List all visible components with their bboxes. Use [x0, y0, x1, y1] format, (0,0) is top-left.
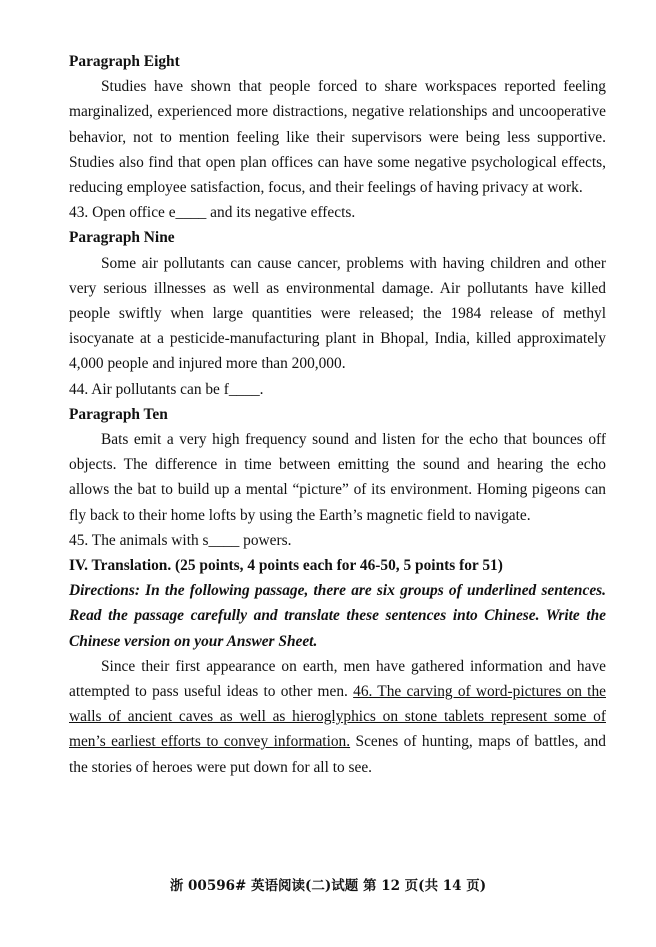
passage-intro: Since their first appearance on earth, men have gathered information and have attempted to pass useful ideas to other men.: [69, 657, 606, 701]
question-43: 43. Open office e____ and its negative effects.: [69, 204, 356, 222]
paragraph-eight-text: Studies have shown that people forced to share workspaces reported feeling marginalized, experienced more distractions, negative relationships and uncooperative behavior, not to mention feeling like their supervisors were being less supportive. Studies also find that open plan offices can have some negative psychological effects, reducing employee satisfaction, focus, and their feelings of having privacy at work.: [69, 78, 606, 197]
translation-passage: [69, 654, 606, 780]
paragraph-ten-text: Bats emit a very high frequency sound and listen for the echo that bounces off objects. The difference in time between emitting the sound and hearing the echo allows the bat to build up a mental “picture” of its environment. Homing pigeons can fly back to their home lofts by using the Earth’s magnetic field to navigate.: [69, 431, 606, 524]
underlined-sentence-46: 46. The carving of word-pictures on the walls of ancient caves as well as hieroglyphics on stone tablets represent some of men’s earliest efforts to convey information.: [69, 683, 606, 751]
page-content: [69, 49, 606, 780]
paragraph-nine-heading: Paragraph Nine: [69, 229, 175, 247]
translation-section-heading: IV. Translation. (25 points, 4 points each for 46-50, 5 points for 51): [69, 557, 503, 575]
paragraph-eight-heading: Paragraph Eight: [69, 53, 180, 70]
question-45: 45. The animals with s____ powers.: [69, 531, 292, 549]
question-44: 44. Air pollutants can be f____.: [69, 380, 264, 398]
translation-directions: Directions: In the following passage, there are six groups of underlined sentences. Read the passage carefully and translate these sentences into Chinese. Write the Chinese version on your Answer Sheet.: [69, 582, 606, 650]
page-footer: 浙 00596# 英语阅读(二)试题 第 12 页(共 14 页): [169, 878, 487, 894]
paragraph-ten-heading: Paragraph Ten: [69, 405, 168, 423]
paragraph-nine-text: Some air pollutants can cause cancer, problems with having children and other very serious illnesses as well as environmental damage. Air pollutants have killed people swiftly when large quantities were released; the 1984 release of methyl isocyanate at a pesticide-manufacturing plant in Bhopal, India, killed approximately 4,000 people and injured more than 200,000.: [69, 254, 606, 373]
passage-rest: Scenes of hunting, maps of battles, and the stories of heroes were put down for all to see.: [69, 733, 606, 776]
